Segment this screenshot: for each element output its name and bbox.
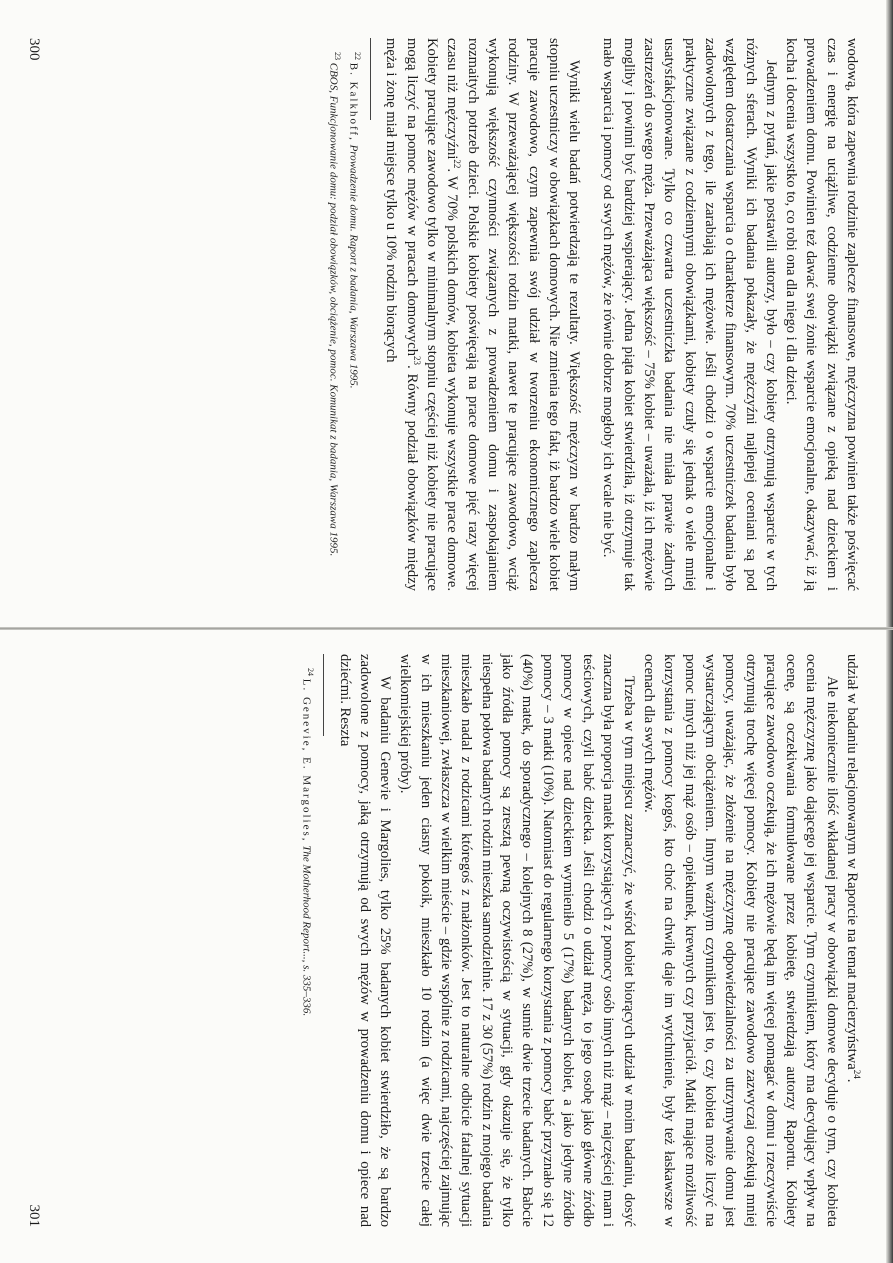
paragraph: wodową, która zapewnia rodzinie zaplecze finansowe, mężczyzna powinien także poświęcać czas i energię na uciążliwe, codzienne obowiązki związane z opieką nad dzieckiem i prowadzeniem domu. Powinien też dawać swej żonie wsparcie emocjonalne, okazywać, iż ją kocha i docenia wszystko to, co robi ona dla niego i dla dzieci.: [783, 38, 860, 591]
book-page-301: [17, 648, 862, 1233]
footnotes: [326, 32, 364, 597]
page-number: 300: [26, 38, 42, 61]
footnote-ref: 24: [851, 1069, 862, 1079]
footnote-ref: 22: [452, 159, 463, 169]
paragraph: Jednym z pytań, jakie postawili autorzy, było – czy kobiety otrzymują wsparcie w tych różnych sferach. Wyniki ich badania pokazały, że mężczyźni najlepiej oceniani są pod względem dostarczania wsparcia o charakterze finansowym. 70% uczestniczek badania było zadowolonych z tego, ile zarabiają ich mężowie. Jeśli chodzi o wsparcie emocjonalne i praktyczne związane z codziennymi obowiązkami, kobiety czuły się jednak o wiele mniej usatysfakcjonowane. Tylko co czwarta uczestniczka badania nie miała prawie żadnych zastrzeżeń do swego męża. Przeważająca większość – 75% kobiet – uważała, iż ich mężowie mogliby i powinni być bardziej wspierający. Jedna piąta kobiet stwierdziła, iż otrzymuje tak mało wsparcia i pomocy od swych mężów, że równie dobrze mogłoby ich wcale nie być.: [600, 38, 779, 591]
paragraph: udział w badaniu relacjonowanym w Raporcie na temat macierzyństwa$^{24}$.: [844, 654, 862, 1083]
page-number: 301: [26, 1204, 42, 1227]
page-300-body: [381, 32, 862, 597]
footnote-text: Prowadzenie domu. Raport z badania, Warszawa 1995.: [347, 141, 360, 389]
footnote: [326, 38, 344, 591]
footnote-ref: 23: [411, 356, 422, 366]
book-fold: [0, 627, 893, 630]
footnote-author: L. Genevie, E. Margolies,: [300, 678, 313, 843]
scan-edge: [886, 0, 893, 1263]
footnote-number: 24: [306, 668, 316, 676]
page-301-body: [334, 648, 862, 1233]
paragraph: Ale niekoniecznie ilość wkładanej pracy w obowiązki domowe decyduje o tym, czy kobieta ocenia mężczyznę jako dającego jej wsparcie. Tym czynnikiem, który ma decydujący wpływ na ocenę, są oczekiwania formułowane przez kobietę, stwierdzają autorzy Raportu. Kobiety pracujące zawodowo oczekują, że ich mężowie będą im więcej pomagać w domu i rzeczywiście otrzymują trochę więcej pomocy. Kobiety nie pracujące zawodowo zazwyczaj oczekują mniej pomocy, uważając, że złożenie na mężczyznę odpowiedzialności za utrzymywanie domu jest wystarczającym obciążeniem. Innym ważnym czynnikiem jest to, czy kobieta może liczyć na pomoc innych niż jej mąż osób – opiekunek, krewnych czy przyjaciół. Matki mające możliwość korzystania z pomocy kogoś, kto choć na chwilę daje im wytchnienie, były też łaskawsze w ocenach dla swych mężów.: [641, 654, 840, 1227]
paragraph-part: . Równy podział obowiązków między męża i żonę miał miejsce tylko u 10% rodzin biorących: [383, 38, 420, 591]
footnote-text: The Motherhood Report..., s. 335–336.: [300, 842, 313, 1017]
footnote-author: B. Kalkhoff,: [347, 62, 360, 142]
paragraph-part: . W 70% polskich domów, kobieta wykonuje wszystkie prace domowe. Kobiety pracujące zawodowo tylko w minimalnym stopniu częściej niż kobiety nie pracujące mogą liczyć na pomoc mężów w pracach domowych: [403, 38, 461, 592]
footnote-number: 23: [333, 52, 343, 60]
paragraph-part: udział w badaniu relacjonowanym w Raporcie na temat macierzyństwa: [844, 654, 860, 1070]
footnote: [299, 654, 317, 1227]
footnote-rule: [370, 38, 371, 120]
footnote-rule: [323, 654, 324, 736]
footnote-number: 22: [353, 52, 363, 60]
footnotes: [299, 648, 317, 1233]
footnote-text: CBOS, Funkcjonowanie domu: podział obowiązków, obciążenie, pomoc. Komunikat z badania, Warszawa 1995.: [327, 60, 340, 557]
paragraph: Trzeba w tym miejscu zaznaczyć, że wśród kobiet biorących udział w moim badaniu, dosyć znaczna była proporcja matek korzystających z pomocy osób innych niż mąż – najczęściej mam i teściowych, czyli babć dziecka. Jeśli chodzi o udział męża, to jego osobę jako główne źródło pomocy w opiece nad dzieckiem wymieniło 5 (17%) badanych kobiet, a jako jedyne źródło pomocy – 3 matki (10%). Natomiast do regularnego korzystania z pomocy babć przyznało się 12 (40%) matek, do sporadycznego – kolejnych 8 (27%), w sumie dwie trzecie badanych. Babcie jako źródła pomocy są zresztą pewną oczywistością w sytuacji, gdy okazuje się, że tylko niespełna połowa badanych rodzin mieszka samodzielnie. 17 z 30 (57%) rodzin z mojego badania mieszkało nadal z rodzicami któregoś z małżonków. Jest to naturalne odbicie fatalnej sytuacji mieszkaniowej, zwłaszcza w wielkim mieście – gdzie wspólnie z rodzicami, najczęściej zajmując w ich mieszkaniu jeden ciasny pokoik, mieszkało 10 rodzin (a więc dwie trzecie całej wielkomiejskiej próby).: [397, 654, 637, 1227]
paragraph: W badaniu Genevie i Margolies, tylko 25% badanych kobiet stwierdziło, że są bardzo zadowolone z pomocy, jaką otrzymują od swych mężów w prowadzeniu domu i opiece nad dziećmi. Reszta: [336, 654, 394, 1227]
footnote: [346, 38, 364, 591]
paragraph-with-refs: [381, 38, 584, 591]
book-page-300: [17, 32, 862, 597]
paragraph-part: Wyniki wielu badań potwierdzają te rezultaty. Większość mężczyzn w bardzo małym stopniu uczestniczy w obowiązkach domowych. Nie zmienia tego fakt, iż bardzo wiele kobiet pracuje zawodowo, czym zapewnia swój udział w tworzeniu ekonomicznego zaplecza rodziny. W przeważającej większości rodzin matki, nawet te pracujące zawodowo, wciąż wykonują większość czynności związanych z prowadzeniem domu i zaspokajaniem rozmaitych potrzeb dzieci. Polskie kobiety poświęcają na prace domowe pięć razy więcej czasu niż mężczyźni: [444, 38, 583, 591]
